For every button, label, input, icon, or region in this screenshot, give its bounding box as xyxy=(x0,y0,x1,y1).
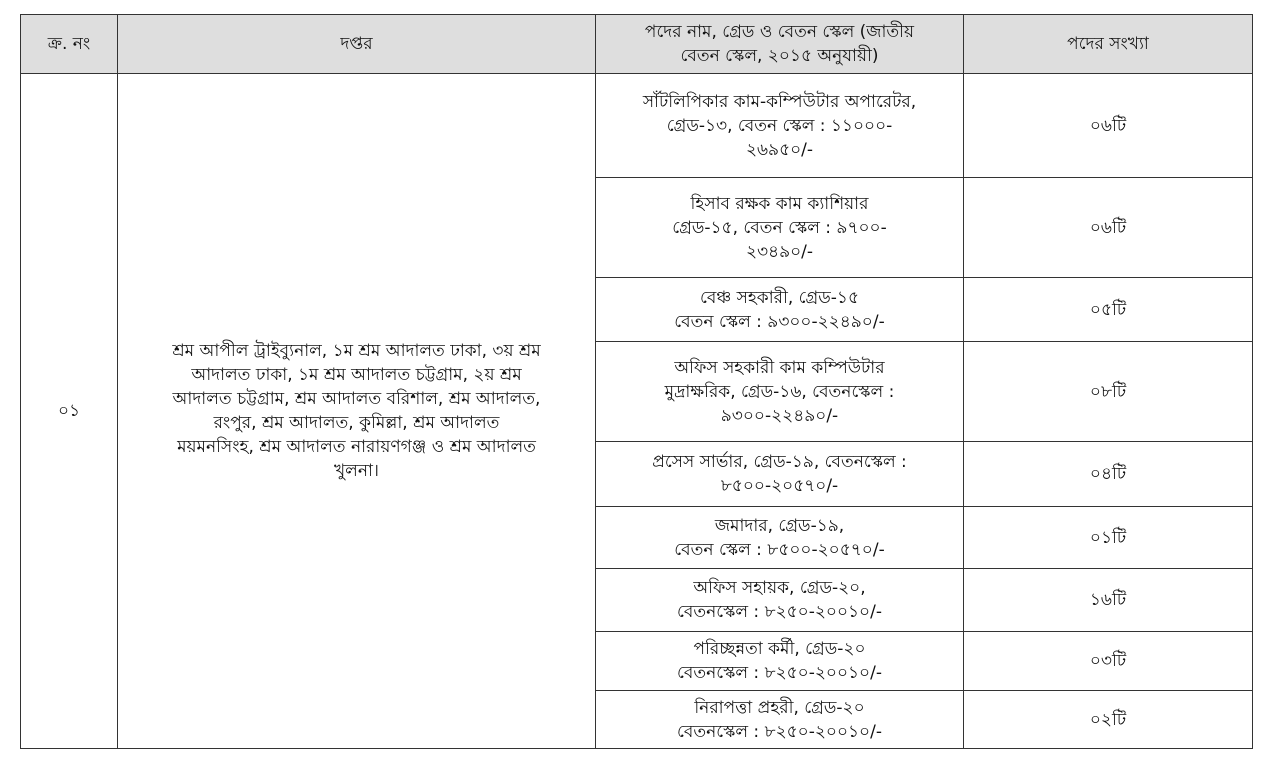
count-cell: ০৬টি xyxy=(964,74,1253,178)
post-line: অফিস সহকারী কাম কম্পিউটার xyxy=(674,357,885,378)
post-line: জমাদার, গ্রেড-১৯, xyxy=(714,515,845,536)
post-line: মুদ্রাক্ষরিক, গ্রেড-১৬, বেতনস্কেল : xyxy=(664,381,895,402)
post-cell xyxy=(596,632,964,691)
count-cell: ০৬টি xyxy=(964,178,1253,278)
count-cell: ০১টি xyxy=(964,507,1253,569)
post-line: গ্রেড-১৩, বেতন স্কেল : ১১০০০- xyxy=(666,115,893,136)
post-cell xyxy=(596,691,964,749)
office-line: রংপুর, শ্রম আদালত, কুমিল্লা, শ্রম আদালত xyxy=(213,413,500,433)
header-serial: ক্র. নং xyxy=(21,15,118,74)
office-line: ময়মনসিংহ, শ্রম আদালত নারায়ণগঞ্জ ও শ্রম আদালত xyxy=(177,437,536,457)
header-post xyxy=(596,15,964,74)
post-line: বেতনস্কেল : ৮২৫০-২০০১০/- xyxy=(677,602,882,622)
office-line: আদালত ঢাকা, ১ম শ্রম আদালত চট্টগ্রাম, ২য় শ্রম xyxy=(191,365,522,385)
post-line: বেতনস্কেল : ৮২৫০-২০০১০/- xyxy=(677,721,882,742)
header-office: দপ্তর xyxy=(118,15,596,74)
post-line: ২৩৪৯০/- xyxy=(745,241,814,262)
post-cell xyxy=(596,278,964,342)
count-cell: ০৪টি xyxy=(964,442,1253,507)
post-line: ৮৫০০-২০৫৭০/- xyxy=(720,476,839,496)
header-row xyxy=(21,15,1253,74)
serial-cell: ০১ xyxy=(21,74,118,749)
count-cell: ০২টি xyxy=(964,691,1253,749)
post-line: বেতনস্কেল : ৮২৫০-২০০১০/- xyxy=(677,663,882,683)
count-cell: ০৫টি xyxy=(964,278,1253,342)
post-cell xyxy=(596,178,964,278)
post-line: সাঁটলিপিকার কাম-কম্পিউটার অপারেটর, xyxy=(642,91,917,112)
header-count: পদের সংখ্যা xyxy=(964,15,1253,74)
post-line: বেতন স্কেল : ৮৫০০-২০৫৭০/- xyxy=(674,539,885,560)
table-row xyxy=(21,74,1253,178)
header-post-line: বেতন স্কেল, ২০১৫ অনুযায়ী) xyxy=(680,46,879,66)
count-cell: ০৩টি xyxy=(964,632,1253,691)
office-line: শ্রম আপীল ট্রাইব্যুনাল, ১ম শ্রম আদালত ঢাকা, ৩য় শ্রম xyxy=(172,341,541,361)
post-line: বেতন স্কেল : ৯৩০০-২২৪৯০/- xyxy=(674,311,885,332)
post-line: পরিচ্ছন্নতা কর্মী, গ্রেড-২০ xyxy=(693,639,866,659)
post-line: হিসাব রক্ষক কাম ক্যাশিয়ার xyxy=(690,193,869,214)
office-cell xyxy=(118,74,596,749)
post-line: বেঞ্চ সহকারী, গ্রেড-১৫ xyxy=(700,287,859,308)
count-cell: ১৬টি xyxy=(964,569,1253,632)
post-line: অফিস সহায়ক, গ্রেড-২০, xyxy=(693,578,866,598)
header-post-line: পদের নাম, গ্রেড ও বেতন স্কেল (জাতীয় xyxy=(644,22,915,42)
post-cell xyxy=(596,74,964,178)
vacancy-table xyxy=(20,14,1253,749)
post-line: গ্রেড-১৫, বেতন স্কেল : ৯৭০০- xyxy=(672,217,887,238)
post-cell xyxy=(596,569,964,632)
office-line: আদালত চট্টগ্রাম, শ্রম আদালত বরিশাল, শ্রম আদালত, xyxy=(172,389,541,409)
office-line: খুলনা। xyxy=(334,461,379,481)
count-cell: ০৮টি xyxy=(964,342,1253,442)
post-cell xyxy=(596,507,964,569)
post-line: প্রসেস সার্ভার, গ্রেড-১৯, বেতনস্কেল : xyxy=(652,452,907,472)
post-line: ৯৩০০-২২৪৯০/- xyxy=(720,405,839,426)
post-cell xyxy=(596,442,964,507)
post-line: নিরাপত্তা প্রহরী, গ্রেড-২০ xyxy=(694,697,865,718)
post-cell xyxy=(596,342,964,442)
post-line: ২৬৯৫০/- xyxy=(745,139,814,160)
